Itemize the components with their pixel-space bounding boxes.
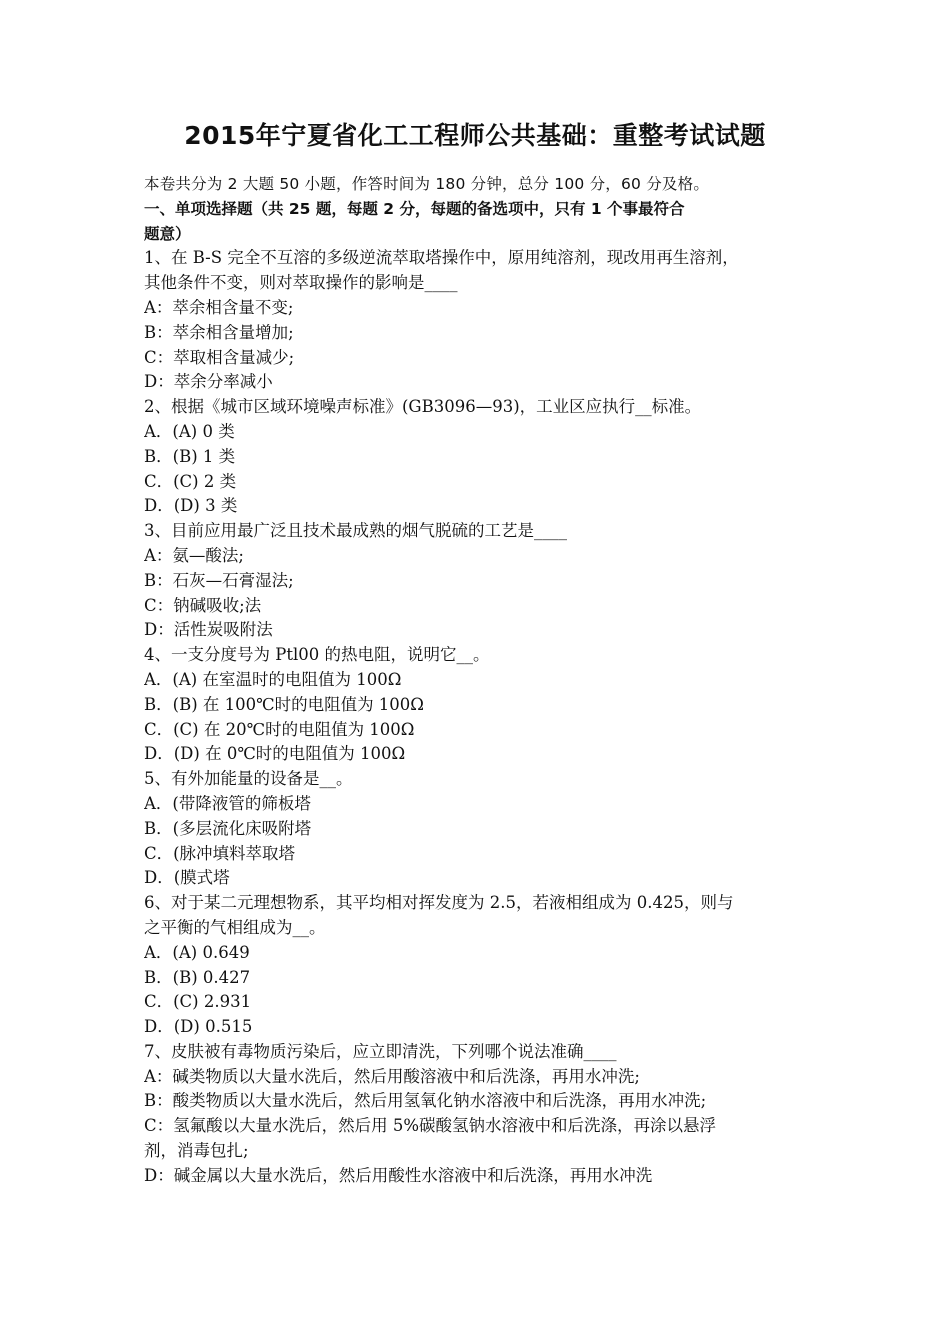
option-c: C：氢氟酸以大量水洗后，然后用 5%碳酸氢钠水溶液中和后洗涤，再涂以悬浮 bbox=[144, 1116, 717, 1136]
option-a: A：萃余相含量不变; bbox=[144, 297, 294, 317]
option-d: D：碱金属以大量水洗后，然后用酸性水溶液中和后洗涤，再用水冲洗 bbox=[144, 1165, 653, 1185]
option-d: D：活性炭吸附法 bbox=[144, 620, 273, 640]
question-stem: 1、在 B-S 完全不互溶的多级逆流萃取塔操作中，原用纯溶剂，现改用再生溶剂， bbox=[144, 248, 739, 268]
option-c: C．(脉冲填料萃取塔 bbox=[144, 843, 296, 863]
question-stem: 5、有外加能量的设备是__。 bbox=[144, 769, 353, 789]
option-a: A．(带降液管的筛板塔 bbox=[144, 793, 311, 813]
question-stem: 之平衡的气相组成为__。 bbox=[144, 917, 326, 937]
option-a: A．(A) 0.649 bbox=[144, 942, 250, 962]
option-c: C：钠碱吸收;法 bbox=[144, 595, 262, 615]
option-d: D．(D) 0.515 bbox=[144, 1017, 253, 1037]
question-5 bbox=[144, 767, 810, 891]
option-b: B．(B) 在 100℃时的电阻值为 100Ω bbox=[144, 694, 424, 714]
section-heading-line-2: 题意） bbox=[144, 224, 191, 243]
option-d: D．(膜式塔 bbox=[144, 868, 230, 888]
option-a: A．(A) 在室温时的电阻值为 100Ω bbox=[144, 669, 402, 689]
option-b: B．(B) 1 类 bbox=[144, 446, 236, 466]
option-b: B：酸类物质以大量水洗后，然后用氢氧化钠水溶液中和后洗涤，再用水冲洗; bbox=[144, 1091, 707, 1111]
option-a: A．(A) 0 类 bbox=[144, 421, 235, 441]
option-d: D：萃余分率减小 bbox=[144, 372, 273, 392]
question-stem: 6、对于某二元理想物系，其平均相对挥发度为 2.5，若液相组成为 0.425，则与 bbox=[144, 893, 734, 913]
question-stem: 4、一支分度号为 Ptl00 的热电阻，说明它__。 bbox=[144, 645, 490, 665]
option-c: C．(C) 2 类 bbox=[144, 471, 237, 491]
option-b: B：萃余相含量增加; bbox=[144, 322, 294, 342]
question-3 bbox=[144, 519, 810, 643]
option-c: C．(C) 在 20℃时的电阻值为 100Ω bbox=[144, 719, 415, 739]
exam-intro: 本卷共分为 2 大题 50 小题，作答时间为 180 分钟，总分 100 分，60 分及格。 bbox=[144, 175, 710, 193]
option-c: C：萃取相含量减少; bbox=[144, 347, 295, 367]
question-6 bbox=[144, 891, 810, 1040]
option-c: C．(C) 2.931 bbox=[144, 992, 252, 1012]
option-a: A：氨—酸法; bbox=[144, 545, 244, 565]
document-title: 2015年宁夏省化工工程师公共基础：重整考试试题 bbox=[184, 121, 766, 150]
option-b: B．(B) 0.427 bbox=[144, 967, 251, 987]
option-d: D．(D) 3 类 bbox=[144, 496, 238, 516]
question-2 bbox=[144, 395, 810, 519]
question-stem: 2、根据《城市区域环境噪声标准》(GB3096—93)，工业区应执行__标准。 bbox=[144, 397, 702, 417]
option-c-continued: 剂，消毒包扎; bbox=[144, 1141, 249, 1161]
question-stem: 3、目前应用最广泛且技术最成熟的烟气脱硫的工艺是____ bbox=[144, 521, 567, 541]
question-stem: 7、皮肤被有毒物质污染后，应立即清洗，下列哪个说法准确____ bbox=[144, 1041, 617, 1061]
question-1 bbox=[144, 246, 810, 395]
question-4 bbox=[144, 643, 810, 767]
document-body bbox=[144, 172, 810, 1189]
option-d: D．(D) 在 0℃时的电阻值为 100Ω bbox=[144, 744, 406, 764]
question-7 bbox=[144, 1040, 810, 1189]
option-b: B．(多层流化床吸附塔 bbox=[144, 818, 312, 838]
option-b: B：石灰—石膏湿法; bbox=[144, 570, 294, 590]
question-stem: 其他条件不变，则对萃取操作的影响是____ bbox=[144, 273, 458, 293]
section-heading-line-1: 一、单项选择题（共 25 题，每题 2 分，每题的备选项中，只有 1 个事最符合 bbox=[144, 199, 685, 218]
option-a: A：碱类物质以大量水洗后，然后用酸溶液中和后洗涤，再用水冲洗; bbox=[144, 1066, 640, 1086]
